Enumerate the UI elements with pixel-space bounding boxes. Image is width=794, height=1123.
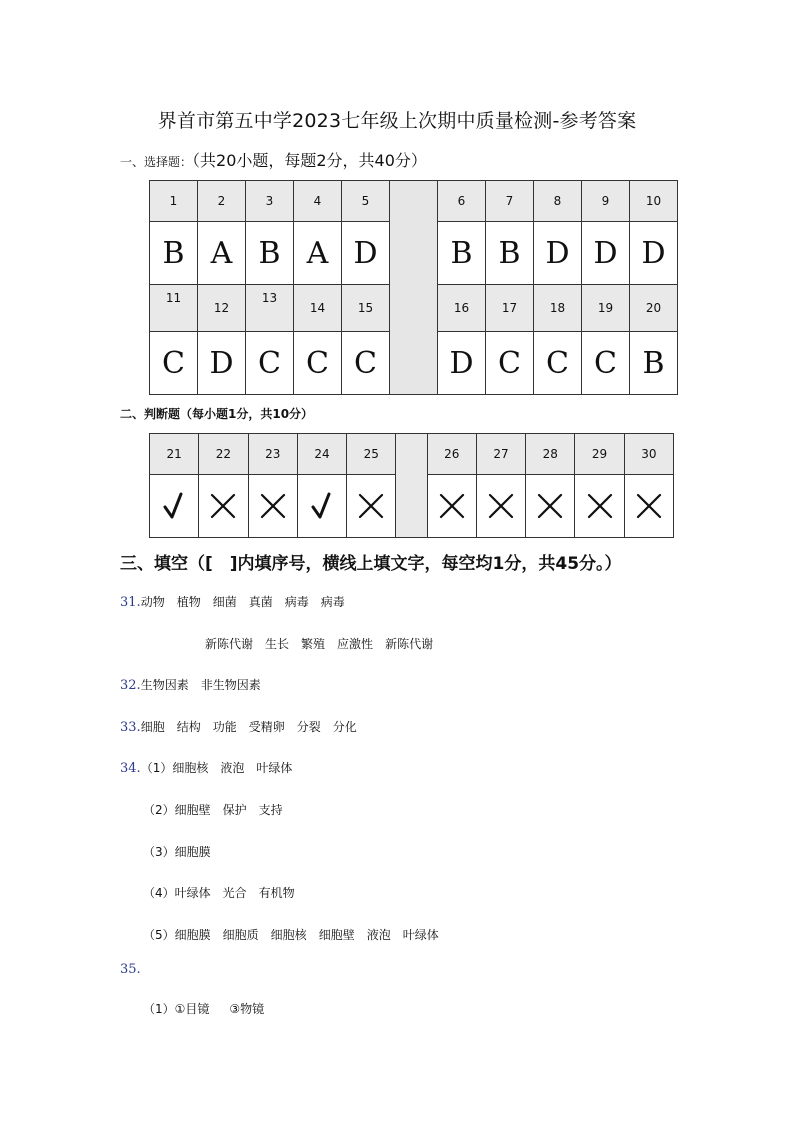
q34-part-5 — [143, 926, 451, 943]
tf-answer — [199, 475, 248, 538]
answer-word: ③物镜 — [229, 1002, 265, 1016]
answer-word: 保护 — [222, 803, 247, 817]
mc-number: 11 — [150, 285, 198, 332]
mc-answer: A — [198, 222, 246, 285]
tf-answer — [427, 475, 476, 538]
section-1-desc: （共20小题，每题2分，共40分） — [192, 151, 427, 170]
answer-word: 动物 — [140, 595, 165, 609]
page-title: 界首市第五中学2023七年级上次期中质量检测-参考答案 — [157, 110, 637, 132]
answer-word: 光合 — [222, 886, 247, 900]
q34-part-4 — [143, 884, 307, 901]
mc-answer: C — [150, 332, 198, 395]
table-gap-column — [390, 181, 438, 395]
mc-number: 20 — [630, 285, 678, 332]
tf-number: 29 — [575, 434, 624, 475]
answer-word: 液泡 — [366, 928, 391, 942]
mc-number: 6 — [438, 181, 486, 222]
tf-number: 21 — [150, 434, 199, 475]
mc-answer: D — [198, 332, 246, 395]
mc-number: 13 — [246, 285, 294, 332]
answer-word: 真菌 — [248, 595, 273, 609]
answer-word: 分化 — [332, 720, 357, 734]
tf-answer — [297, 475, 346, 538]
answer-word: 细胞膜 — [174, 845, 211, 859]
mc-number: 5 — [342, 181, 390, 222]
answer-word: 结构 — [176, 720, 201, 734]
tf-answer — [476, 475, 525, 538]
question-number: 34. — [120, 761, 141, 776]
answer-word: 功能 — [212, 720, 237, 734]
q32-line — [120, 676, 273, 693]
mc-number: 16 — [438, 285, 486, 332]
mc-number: 8 — [534, 181, 582, 222]
tf-answer — [624, 475, 673, 538]
answer-word: 叶绿体 — [174, 886, 211, 900]
part-label: （1） — [143, 1002, 175, 1016]
part-label: （2） — [143, 803, 175, 817]
answer-word: 受精卵 — [248, 720, 285, 734]
mc-answer: C — [294, 332, 342, 395]
answer-word: 细胞核 — [172, 761, 209, 775]
answer-word: 细胞质 — [222, 928, 259, 942]
q31-line-1 — [120, 593, 357, 610]
section-3-heading: 三、填空（[ ]内填序号，横线上填文字，每空均1分，共45分。） — [120, 554, 622, 574]
mc-answer: B — [246, 222, 294, 285]
check-mark-icon — [307, 491, 337, 521]
tf-answer — [575, 475, 624, 538]
mc-number: 14 — [294, 285, 342, 332]
tf-number: 28 — [526, 434, 575, 475]
cross-mark-icon — [634, 491, 664, 521]
table-gap-column — [396, 434, 427, 538]
answer-word: 生物因素 — [140, 678, 189, 692]
answer-word: 应激性 — [337, 637, 374, 651]
answer-word: 病毒 — [320, 595, 345, 609]
true-false-answer-table — [149, 433, 674, 538]
answer-word: 细菌 — [212, 595, 237, 609]
question-number: 32. — [120, 678, 141, 693]
question-number: 35. — [120, 962, 141, 977]
mc-answer: C — [534, 332, 582, 395]
tf-number: 23 — [248, 434, 297, 475]
section-2-heading: 二、判断题（每小题1分，共10分） — [120, 407, 314, 421]
q34-part-2 — [143, 801, 295, 818]
mc-number: 12 — [198, 285, 246, 332]
mc-number: 9 — [582, 181, 630, 222]
cross-mark-icon — [258, 491, 288, 521]
mc-answer: B — [630, 332, 678, 395]
answer-word: 液泡 — [220, 761, 245, 775]
mc-number: 2 — [198, 181, 246, 222]
answer-word: 繁殖 — [301, 637, 326, 651]
mc-answer: C — [486, 332, 534, 395]
cross-mark-icon — [356, 491, 386, 521]
mc-answer: D — [630, 222, 678, 285]
cross-mark-icon — [437, 491, 467, 521]
part-label: （3） — [143, 845, 175, 859]
answer-word: 生长 — [265, 637, 290, 651]
mc-number: 4 — [294, 181, 342, 222]
mc-answer: C — [246, 332, 294, 395]
question-number: 31. — [120, 595, 141, 610]
q31-line-2 — [205, 635, 445, 652]
q34-part-3 — [143, 843, 223, 860]
mc-answer: A — [294, 222, 342, 285]
q34-part-1 — [120, 759, 304, 776]
tf-number: 24 — [297, 434, 346, 475]
q35-part-1 — [143, 1000, 276, 1017]
answer-word: 细胞壁 — [174, 803, 211, 817]
answer-word: ①目镜 — [174, 1002, 210, 1016]
mc-number: 10 — [630, 181, 678, 222]
mc-number: 18 — [534, 285, 582, 332]
tf-answer — [347, 475, 396, 538]
mc-answer: C — [342, 332, 390, 395]
mc-answer: C — [582, 332, 630, 395]
mc-number: 17 — [486, 285, 534, 332]
part-label: （5） — [143, 928, 175, 942]
answer-word: 细胞核 — [270, 928, 307, 942]
cross-mark-icon — [585, 491, 615, 521]
mc-answer: D — [438, 332, 486, 395]
mc-answer: B — [150, 222, 198, 285]
mc-answer: D — [582, 222, 630, 285]
check-mark-icon — [159, 491, 189, 521]
tf-answer — [150, 475, 199, 538]
question-number: 33. — [120, 720, 141, 735]
tf-answer — [248, 475, 297, 538]
mc-answer: B — [438, 222, 486, 285]
mc-number-row-1 — [150, 181, 678, 222]
q35-line — [120, 962, 141, 977]
answer-word: 支持 — [258, 803, 283, 817]
answer-word: 叶绿体 — [256, 761, 293, 775]
mc-answer: D — [342, 222, 390, 285]
part-label: （1） — [140, 761, 173, 775]
mc-number: 15 — [342, 285, 390, 332]
mc-number: 19 — [582, 285, 630, 332]
tf-answer — [526, 475, 575, 538]
multiple-choice-answer-table — [149, 180, 678, 395]
tf-number: 22 — [199, 434, 248, 475]
mc-number: 7 — [486, 181, 534, 222]
mc-answer: D — [534, 222, 582, 285]
tf-number: 25 — [347, 434, 396, 475]
answer-word: 病毒 — [284, 595, 309, 609]
cross-mark-icon — [535, 491, 565, 521]
answer-word: 非生物因素 — [200, 678, 261, 692]
cross-mark-icon — [208, 491, 238, 521]
answer-word: 细胞 — [140, 720, 165, 734]
tf-number-row — [150, 434, 674, 475]
mc-number: 3 — [246, 181, 294, 222]
answer-word: 新陈代谢 — [385, 637, 434, 651]
q33-line — [120, 718, 369, 735]
answer-word: 叶绿体 — [402, 928, 439, 942]
tf-number: 27 — [476, 434, 525, 475]
answer-word: 新陈代谢 — [205, 637, 254, 651]
answer-word: 分裂 — [296, 720, 321, 734]
cross-mark-icon — [486, 491, 516, 521]
tf-number: 26 — [427, 434, 476, 475]
mc-number: 1 — [150, 181, 198, 222]
tf-number: 30 — [624, 434, 673, 475]
mc-answer: B — [486, 222, 534, 285]
answer-word: 细胞膜 — [174, 928, 211, 942]
section-1-prefix: 一、选择题： — [120, 155, 193, 169]
part-label: （4） — [143, 886, 175, 900]
answer-word: 有机物 — [258, 886, 295, 900]
answer-word: 植物 — [176, 595, 201, 609]
answer-word: 细胞壁 — [318, 928, 355, 942]
section-1-heading — [120, 148, 427, 171]
